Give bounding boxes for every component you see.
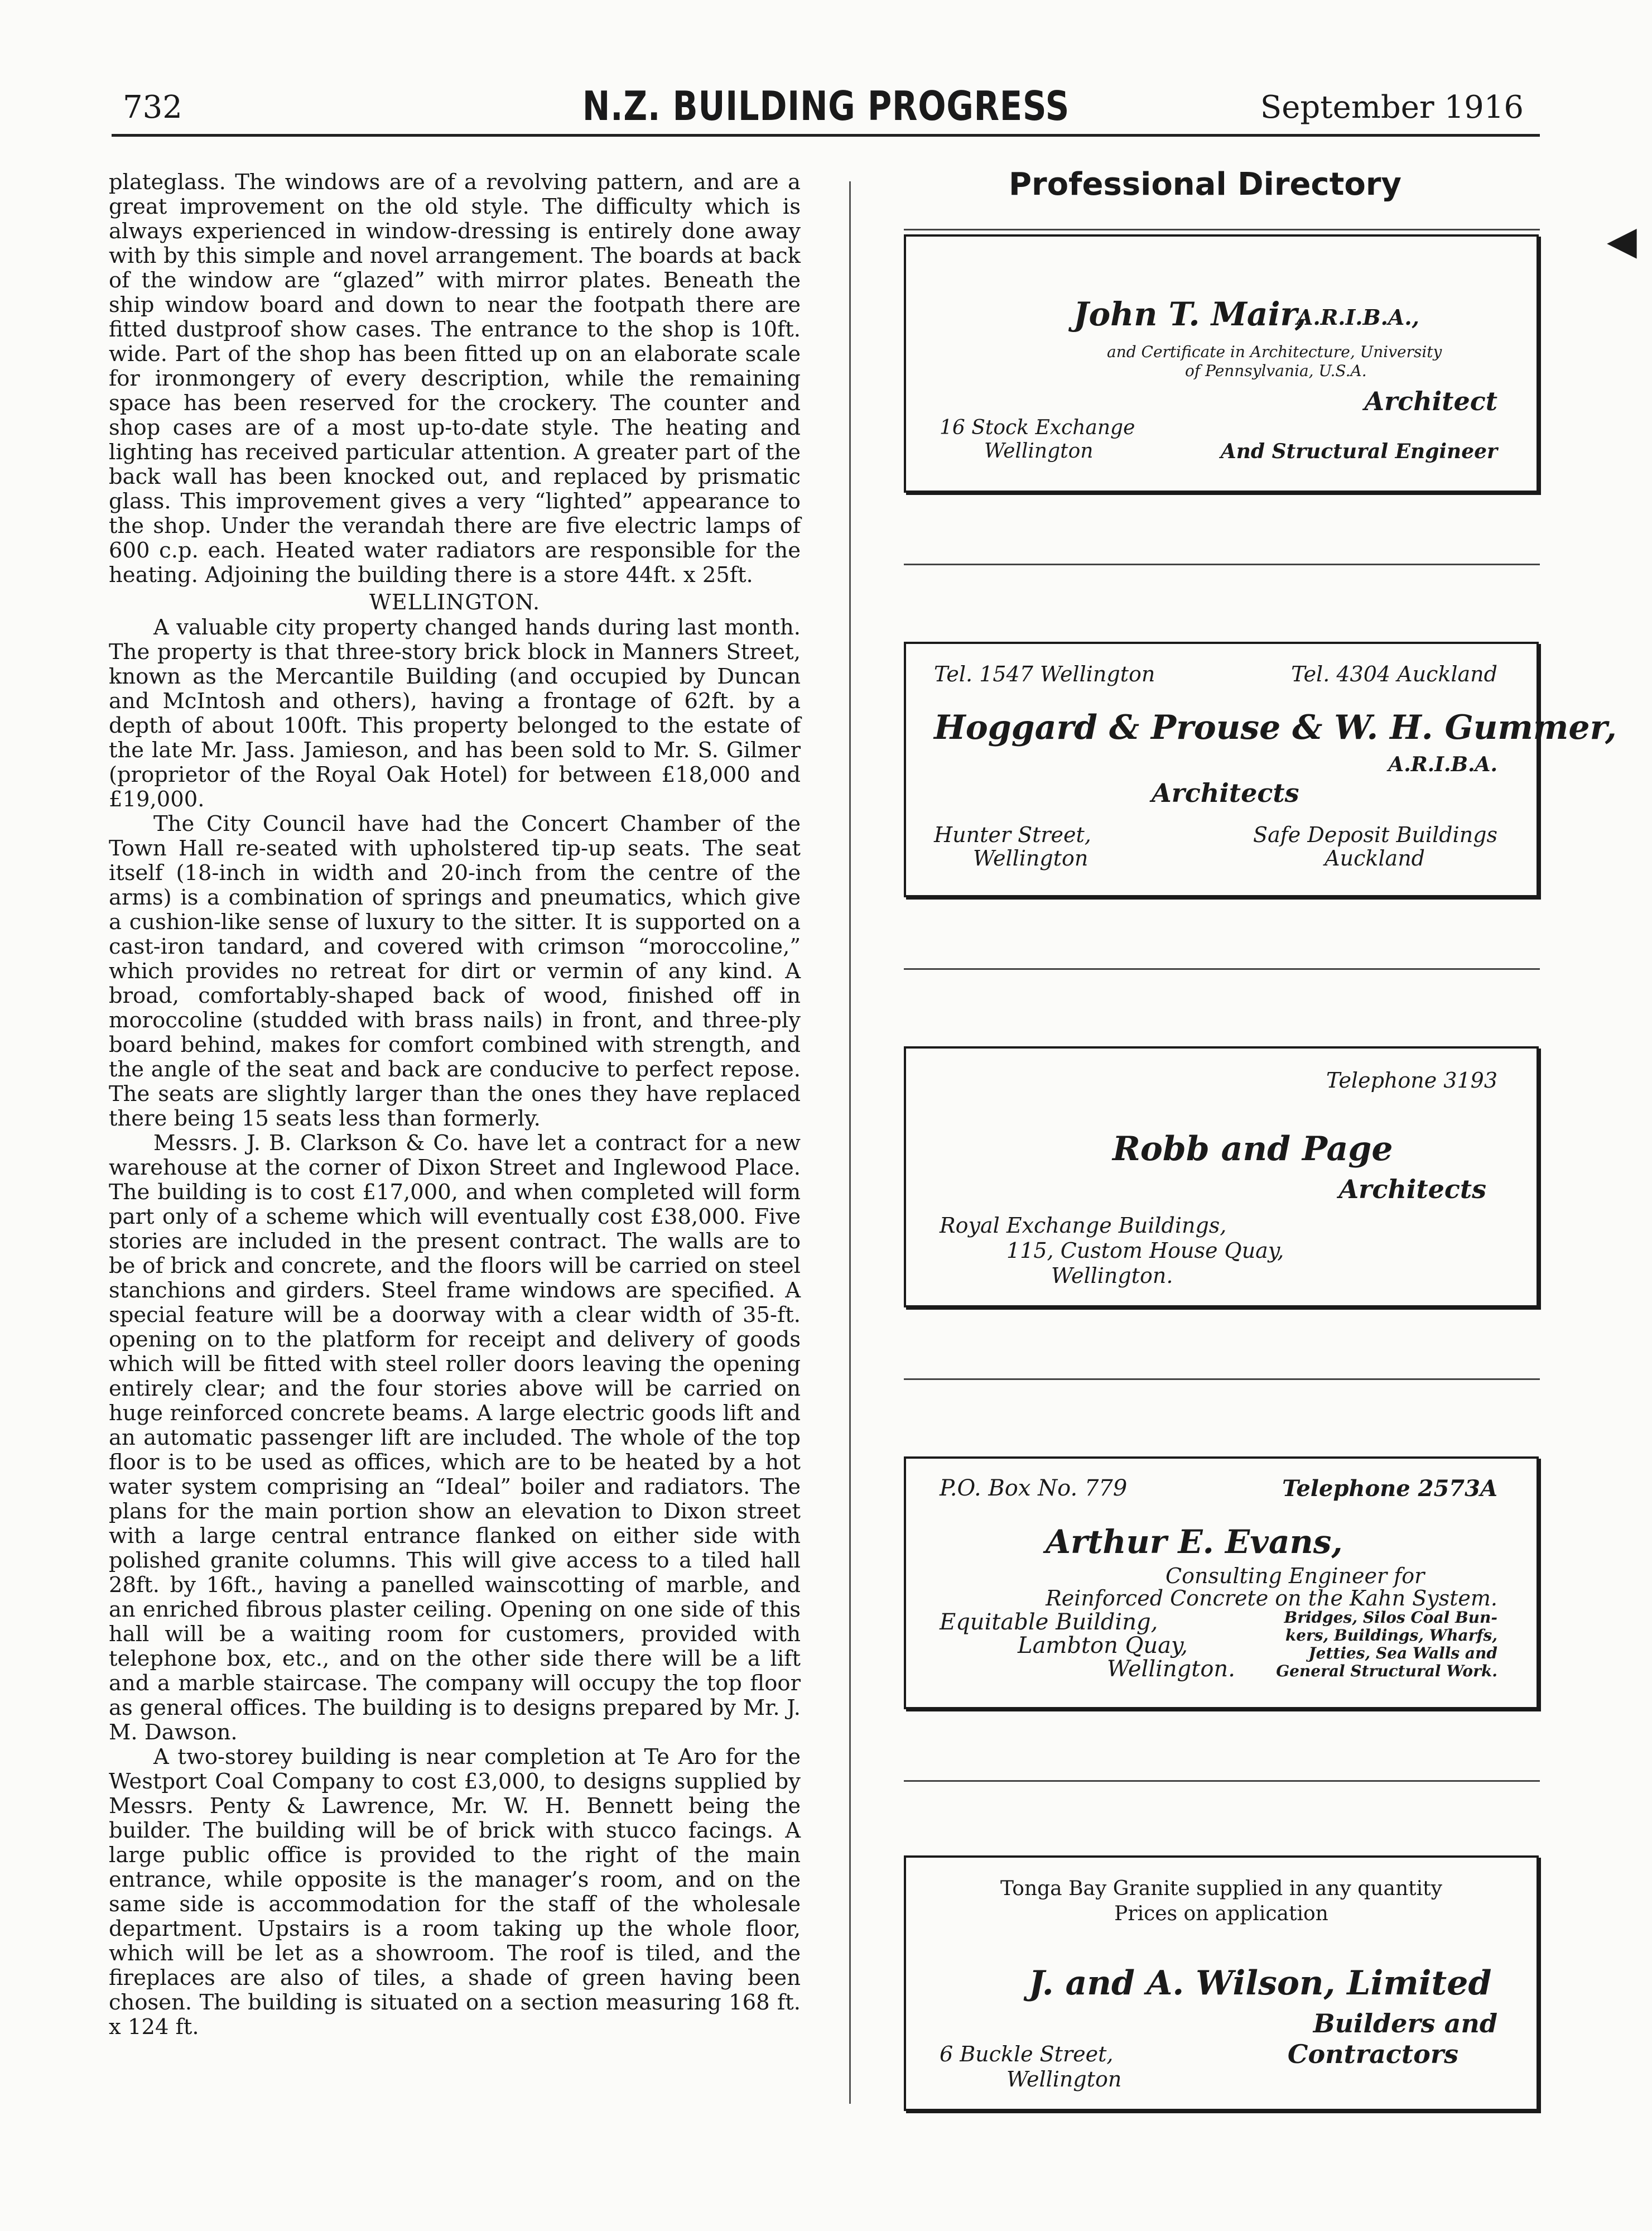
card-address: Wellington. [1107,1656,1235,1682]
column-divider [849,181,851,2104]
section-subhead: WELLINGTON. [369,590,541,614]
card-address: Safe Deposit Buildings [1253,823,1497,847]
card-address: 6 Buckle Street, [940,2042,1114,2066]
card-role: And Structural Engineer [1220,440,1497,463]
directory-rule [904,564,1540,565]
card-address: Wellington [1006,2067,1122,2091]
card-specialty: General Structural Work. [1276,1662,1497,1680]
card-name: J. and A. Wilson, Limited [1029,1964,1492,2003]
directory-rule [904,1780,1540,1782]
card-role: Consulting Engineer for [1165,1564,1425,1588]
card-notice: Tonga Bay Granite supplied in any quantity [1000,1877,1442,1900]
page-number: 732 [123,89,182,126]
header-rule [112,134,1540,137]
card-role: Architect [1364,386,1497,416]
card-telephone: Tel. 4304 Auckland [1291,662,1497,686]
directory-card-hoggard [904,642,1617,897]
card-address: Wellington [973,846,1089,871]
card-cert: and Certificate in Architecture, University [1107,343,1442,361]
card-cert: of Pennsylvania, U.S.A. [1185,362,1367,380]
directory-card-mair [904,234,1539,493]
card-telephone: Tel. 1547 Wellington [934,662,1155,686]
card-role: Architects [1338,1174,1486,1204]
card-address: Hunter Street, [934,823,1091,847]
article-paragraph: A valuable city property changed hands during last month. The property is that three-story brick block in Manners Street, known as the Mercantile Building (and occupied by Duncan and McIntosh and others), having a frontage of 62ft. by a depth of about 100ft. This property belonged to the estate of the late Mr. Jass. Jamieson, and has been sold to Mr. S. Gilmer (proprietor of the Royal Oak Hotel) for between £18,000 and £19,000. [109,615,801,812]
article-paragraph: Messrs. J. B. Clarkson & Co. have let a contract for a new warehouse at the corner of Dixon Street and Inglewood Place. The building is to cost £17,000, and when completed will form part only of a scheme which will eventually cost £38,000. Five stories are included in the present contract. The walls are to be of brick and concrete, and the floors will be carried on steel stanchions and girders. Steel frame windows are specified. A special feature will be a doorway with a clear width of 35-ft. opening on to the platform for receipt and delivery of goods which will be fitted with steel roller doors leaving the opening entirely clear; and the four stories above will be carried on huge reinforced concrete beams. A large electric goods lift and an automatic passenger lift are included. The whole of the top floor is to be used as offices, which are to be heated by a hot water system comprising an “Ideal” boiler and radiators. The plans for the main portion show an elevation to Dixon street with a large central entrance flanked on either side with polished granite columns. This will give access to a tiled hall 28ft. by 16ft., having a panelled wainscotting of marble, and an enriched fibrous plaster ceiling. Opening on one side of this hall will be a waiting room for customers, provided with telephone box, etc., and on the other side there will be a lift and a marble staircase. The company will occupy the top floor as general offices. The building is to designs prepared by Mr. J. M. Dawson. [109,1131,801,1745]
card-name: Arthur E. Evans, [1046,1523,1343,1561]
card-name: Hoggard & Prouse & W. H. Gummer, [934,708,1617,747]
card-address: 16 Stock Exchange [940,416,1135,439]
card-notice: Prices on application [1114,1902,1328,1925]
card-address: Auckland [1325,846,1425,871]
card-quals: A.R.I.B.A. [1388,753,1497,776]
card-name: Robb and Page [1112,1129,1393,1169]
card-telephone: Telephone 2573A [1282,1475,1497,1502]
card-address: Royal Exchange Buildings, [940,1213,1227,1238]
card-address: 115, Custom House Quay, [1006,1238,1284,1263]
card-specialty: Jetties, Sea Walls and [1308,1644,1497,1662]
article-paragraph: The City Council have had the Concert Chamber of the Town Hall re-seated with upholstered tip-up seats. The seat itself (18-inch in width and 20-inch from the centre of the arms) is a combination of springs and pneumatics, which give a cushion-like sense of luxury to the sitter. It is supported on a cast-iron tandard, and covered with crimson “moroccoline,” which provides no retreat for dirt or vermin of any kind. A broad, comfortably-shaped back of wood, finished off in moroccoline (studded with brass nails) in front, and three-ply board behind, makes for comfort combined with strength, and the angle of the seat and back are conducive to perfect repose. The seats are slightly larger than the ones they have replaced there being 15 seats less than formerly. [109,811,801,1131]
card-address: Wellington. [1051,1263,1173,1288]
card-role: Architects [1152,778,1299,808]
directory-rule [904,229,1540,230]
card-telephone: Telephone 3193 [1326,1068,1497,1093]
directory-card-evans [904,1456,1539,1709]
issue-date: September 1916 [1260,89,1524,126]
directory-rule [904,968,1540,970]
article-paragraph: plateglass. The windows are of a revolving pattern, and are a great improvement on the old style. The difficulty which is always experienced in window-dressing is entirely done away with by this simple and novel arrangement. The boards at back of the window are “glazed” with mirror plates. Beneath the ship window board and down to near the footpath there are fitted dustproof show cases. The entrance to the shop is 10ft. wide. Part of the shop has been fitted up on an elaborate scale for ironmongery of every description, while the remaining space has been reserved for the crockery. The counter and shop cases are of a most up-to-date style. The heating and lighting has received particular attention. A greater part of the back wall has been knocked out, and replaced by prismatic glass. This improvement gives a very “lighted” appearance to the shop. Under the verandah there are five electric lamps of 600 c.p. each. Heated water radiators are responsible for the heating. Adjoining the building there is a store 44ft. x 25ft. [109,170,801,588]
card-address: Lambton Quay, [1018,1633,1188,1658]
margin-mark-icon: ◀ [1607,218,1637,263]
card-address: Wellington [984,440,1094,463]
card-role: Reinforced Concrete on the Kahn System. [1046,1586,1497,1610]
card-po-box: P.O. Box No. 779 [940,1475,1128,1501]
card-address: Equitable Building, [940,1609,1158,1635]
article-paragraph: A two-storey building is near completion at Te Aro for the Westport Coal Company to cost £3,000, to designs supplied by Messrs. Penty & Lawrence, Mr. W. H. Bennett being the builder. The building will be of brick with stucco facings. A large public office is provided to the right of the main entrance, while opposite is the manager’s room, and on the same side is accommodation for the staff of the wholesale department. Upstairs is a room taking up the whole floor, which will be let as a showroom. The roof is tiled, and the fireplaces are also of tiles, a shade of green having been chosen. The building is situated on a section measuring 168 ft. x 124 ft. [109,1744,801,2040]
card-specialty: kers, Buildings, Wharfs, [1285,1626,1497,1645]
card-specialty: Bridges, Silos Coal Bun- [1284,1608,1497,1627]
directory-card-robb [904,1046,1539,1307]
card-quals: A.R.I.B.A., [1297,305,1419,330]
card-role: Builders and [1313,2008,1497,2038]
masthead: N.Z. BUILDING PROGRESS [582,83,1070,129]
card-role: Contractors [1287,2039,1458,2069]
directory-rule [904,1378,1540,1380]
directory-title: Professional Directory [1009,166,1401,203]
directory-card-wilson [904,1855,1539,2111]
card-name: John T. Mair, [1073,295,1307,333]
article-column [109,170,801,2040]
